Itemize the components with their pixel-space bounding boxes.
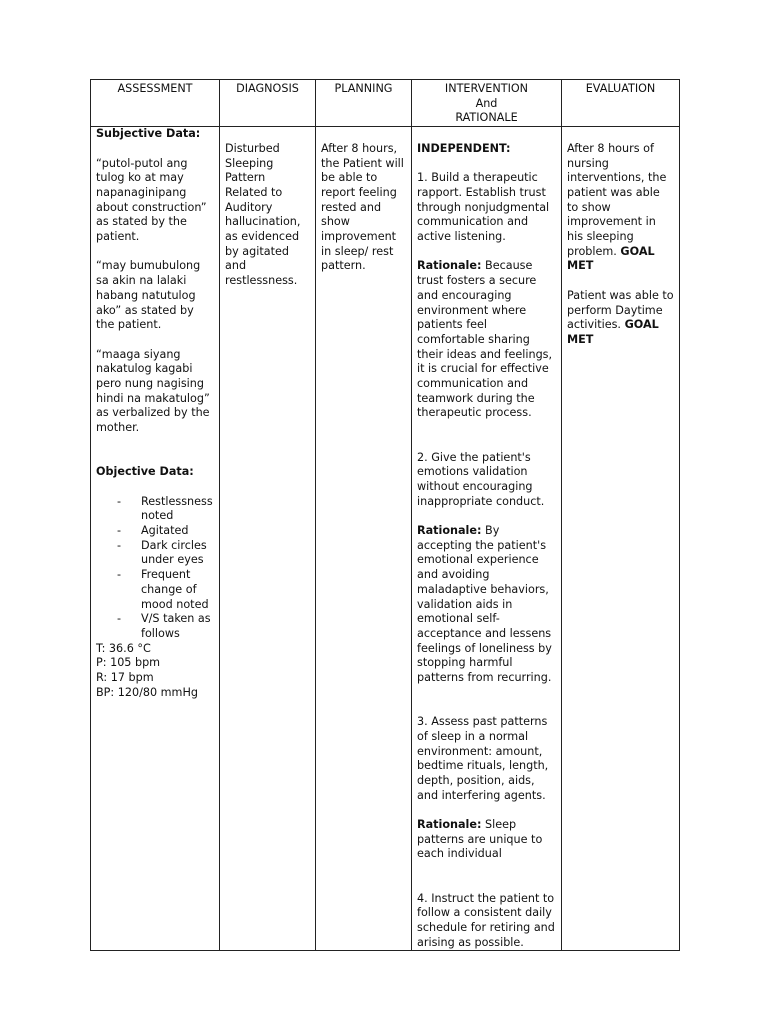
objective-item: - Frequent change of mood noted	[117, 568, 214, 612]
header-diagnosis: DIAGNOSIS	[220, 80, 316, 127]
intervention-rationale-1: Rationale: Because trust fosters a secure and encouraging environment where patients feel comfortable sharing their ideas and feelings, it is crucial for effective communication and teamwork during the therapeutic process.	[417, 259, 553, 420]
intervention-cell	[412, 127, 562, 951]
evaluation-cell	[562, 127, 680, 951]
assessment-cell	[91, 127, 220, 951]
intervention-item-2: 2. Give the patient's emotions validation without encouraging inappropriate conduct.	[417, 450, 545, 508]
intervention-item-1: 1. Build a therapeutic rapport. Establish trust through nonjudgmental communication and active listening.	[417, 171, 550, 243]
diagnosis-text: Disturbed Sleeping Pattern Related to Auditory hallucination, as evidenced by agitated and restlessness.	[225, 141, 301, 288]
independent-heading: INDEPENDENT:	[417, 141, 511, 155]
header-evaluation: EVALUATION	[562, 80, 680, 127]
evaluation-text-1: After 8 hours of nursing interventions, the patient was able to show improvement in his sleeping problem. GOAL MET	[567, 141, 667, 273]
vital-temperature: T: 36.6 °C	[96, 641, 151, 655]
rationale-label: Rationale:	[417, 259, 482, 273]
objective-item: - V/S taken as follows	[117, 612, 214, 641]
intervention-rationale-3: Rationale: Sleep patterns are unique to each individual	[417, 818, 543, 861]
objective-item: - Dark circles under eyes	[117, 539, 214, 568]
goal-met-label: GOAL MET	[567, 244, 655, 273]
objective-item: - Agitated	[117, 524, 214, 539]
subjective-quote-1: “putol-putol ang tulog ko at may napanaginipang about construction” as stated by the patient.	[96, 156, 207, 244]
planning-cell	[316, 127, 412, 951]
objective-list	[96, 495, 214, 642]
planning-text: After 8 hours, the Patient will be able to report feeling rested and show improvement in sleep/ rest pattern.	[321, 141, 404, 273]
subjective-quote-3: “maaga siyang nakatulog kagabi pero nung nagising hindi na makatulog” as verbalized by the mother.	[96, 347, 210, 435]
header-assessment: ASSESSMENT	[91, 80, 220, 127]
intervention-item-3: 3. Assess past patterns of sleep in a normal environment: amount, bedtime rituals, length, depth, position, aids, and interfering agents.	[417, 715, 549, 802]
header-planning: PLANNING	[316, 80, 412, 127]
vital-blood-pressure: BP: 120/80 mmHg	[96, 685, 198, 699]
content-row	[91, 127, 680, 951]
goal-met-label: GOAL MET	[567, 318, 659, 346]
subjective-quote-2: “may bumubulong sa akin na lalaki habang natutulog ako” as stated by the patient.	[96, 259, 201, 332]
header-row	[91, 80, 680, 127]
vital-pulse: P: 105 bpm	[96, 656, 161, 670]
intervention-item-4: 4. Instruct the patient to follow a consistent daily schedule for retiring and arising as possible.	[417, 891, 555, 949]
rationale-label: Rationale:	[417, 524, 482, 537]
nursing-care-plan-table	[90, 79, 680, 951]
header-intervention: INTERVENTION And RATIONALE	[412, 80, 562, 127]
objective-heading: Objective Data:	[96, 465, 194, 479]
rationale-label: Rationale:	[417, 818, 482, 832]
diagnosis-cell	[220, 127, 316, 951]
intervention-rationale-2: Rationale: By accepting the patient's emotional experience and avoiding maladaptive behaviors, validation aids in emotional self-acceptance and lessens feelings of loneliness by stopping harmful patterns from recurring.	[417, 524, 552, 685]
vital-respiration: R: 17 bpm	[96, 671, 154, 685]
objective-item: - Restlessness noted	[117, 495, 214, 524]
evaluation-text-2: Patient was able to perform Daytime activities. GOAL MET	[567, 288, 674, 346]
subjective-heading: Subjective Data:	[96, 127, 201, 141]
